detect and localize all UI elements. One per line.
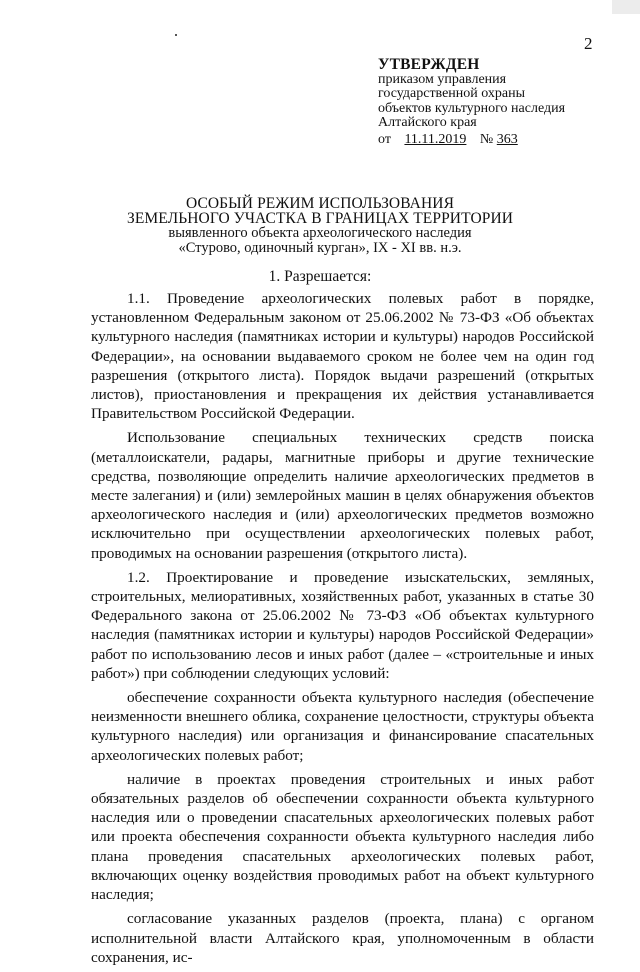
title-line: выявленного объекта археологического наследия: [168, 225, 472, 241]
scan-corner-mark: [612, 0, 640, 14]
paragraph: 1.2. Проектирование и проведение изыскательских, земляных, строительных, мелиоративных, хозяйственных работ, указанных в статье 30 Федерального закона от 25.06.2002 № 73-ФЗ «Об объектах культурного наследия (памятниках истории и культуры) народов Российской Федерации» работ по использованию лесов и иных работ (далее – «строительные и иных работ») при соблюдении следующих условий:: [91, 568, 594, 682]
approval-date-line: [378, 133, 565, 148]
approval-heading: УТВЕРЖДЕН: [378, 56, 480, 73]
number-prefix: №: [479, 131, 494, 147]
paragraph: Использование специальных технических средств поиска (металлоискатели, радары, магнитные приборы и другие технические средства, позволяющие определить наличие археологических предметов в месте залегания) и (или) землеройных машин в целях обнаружения объектов археологического наследия и (или) археологических предметов возможно исключительно при осуществлении археологических полевых работ, проводимых на основании разрешения (открытого листа).: [91, 429, 594, 562]
approval-line: Алтайского края: [378, 115, 477, 130]
approval-number: 363: [496, 131, 518, 147]
paragraph: обеспечение сохранности объекта культурного наследия (обеспечение неизменности внешнего облика, сохранение целостности, структуры объекта культурного наследия) или организация и финансирование спасательных археологических полевых работ;: [91, 689, 594, 764]
section-heading: 1. Разрешается:: [268, 268, 372, 285]
title-line: «Стурово, одиночный курган», IX - XI вв. н.э.: [178, 239, 462, 256]
approval-line: объектов культурного наследия: [378, 100, 566, 116]
approval-line: государственной охраны: [378, 86, 526, 101]
approval-date: 11.11.2019: [404, 131, 467, 147]
date-prefix: от: [378, 131, 391, 147]
page-number: 2: [584, 34, 593, 53]
approval-stamp: [378, 58, 565, 147]
paragraph: согласование указанных разделов (проекта, плана) с органом исполнительной власти Алтайского края, уполномоченным в области сохранения, ис-: [91, 910, 594, 966]
document-body: [91, 289, 594, 972]
paragraph: 1.1. Проведение археологических полевых работ в порядке, установленном Федеральным законом от 25.06.2002 № 73-ФЗ «Об объектах культурного наследия (памятниках истории и культуры) народов Российской Федерации», на основании выдаваемого сроком не более чем на один год разрешения (открытого листа). Порядок выдачи разрешений (открытых листов), приостановления и прекращения их действия устанавливается Правительством Российской Федерации.: [91, 290, 594, 423]
title-line: ЗЕМЕЛЬНОГО УЧАСТКА В ГРАНИЦАХ ТЕРРИТОРИИ: [126, 209, 514, 227]
paragraph: наличие в проектах проведения строительных и иных работ обязательных разделов об обеспечении сохранности объекта культурного наследия или о проведении спасательных археологических полевых работ или проекта обеспечения сохранности объекта культурного наследия либо плана проведения спасательных археологических полевых работ, включающих оценку воздействия проводимых работ на объект культурного наследия;: [91, 770, 594, 904]
scan-speck: [175, 34, 177, 36]
document-title: [0, 197, 640, 255]
approval-line: приказом управления: [378, 71, 507, 87]
title-line: ОСОБЫЙ РЕЖИМ ИСПОЛЬЗОВАНИЯ: [185, 195, 455, 212]
